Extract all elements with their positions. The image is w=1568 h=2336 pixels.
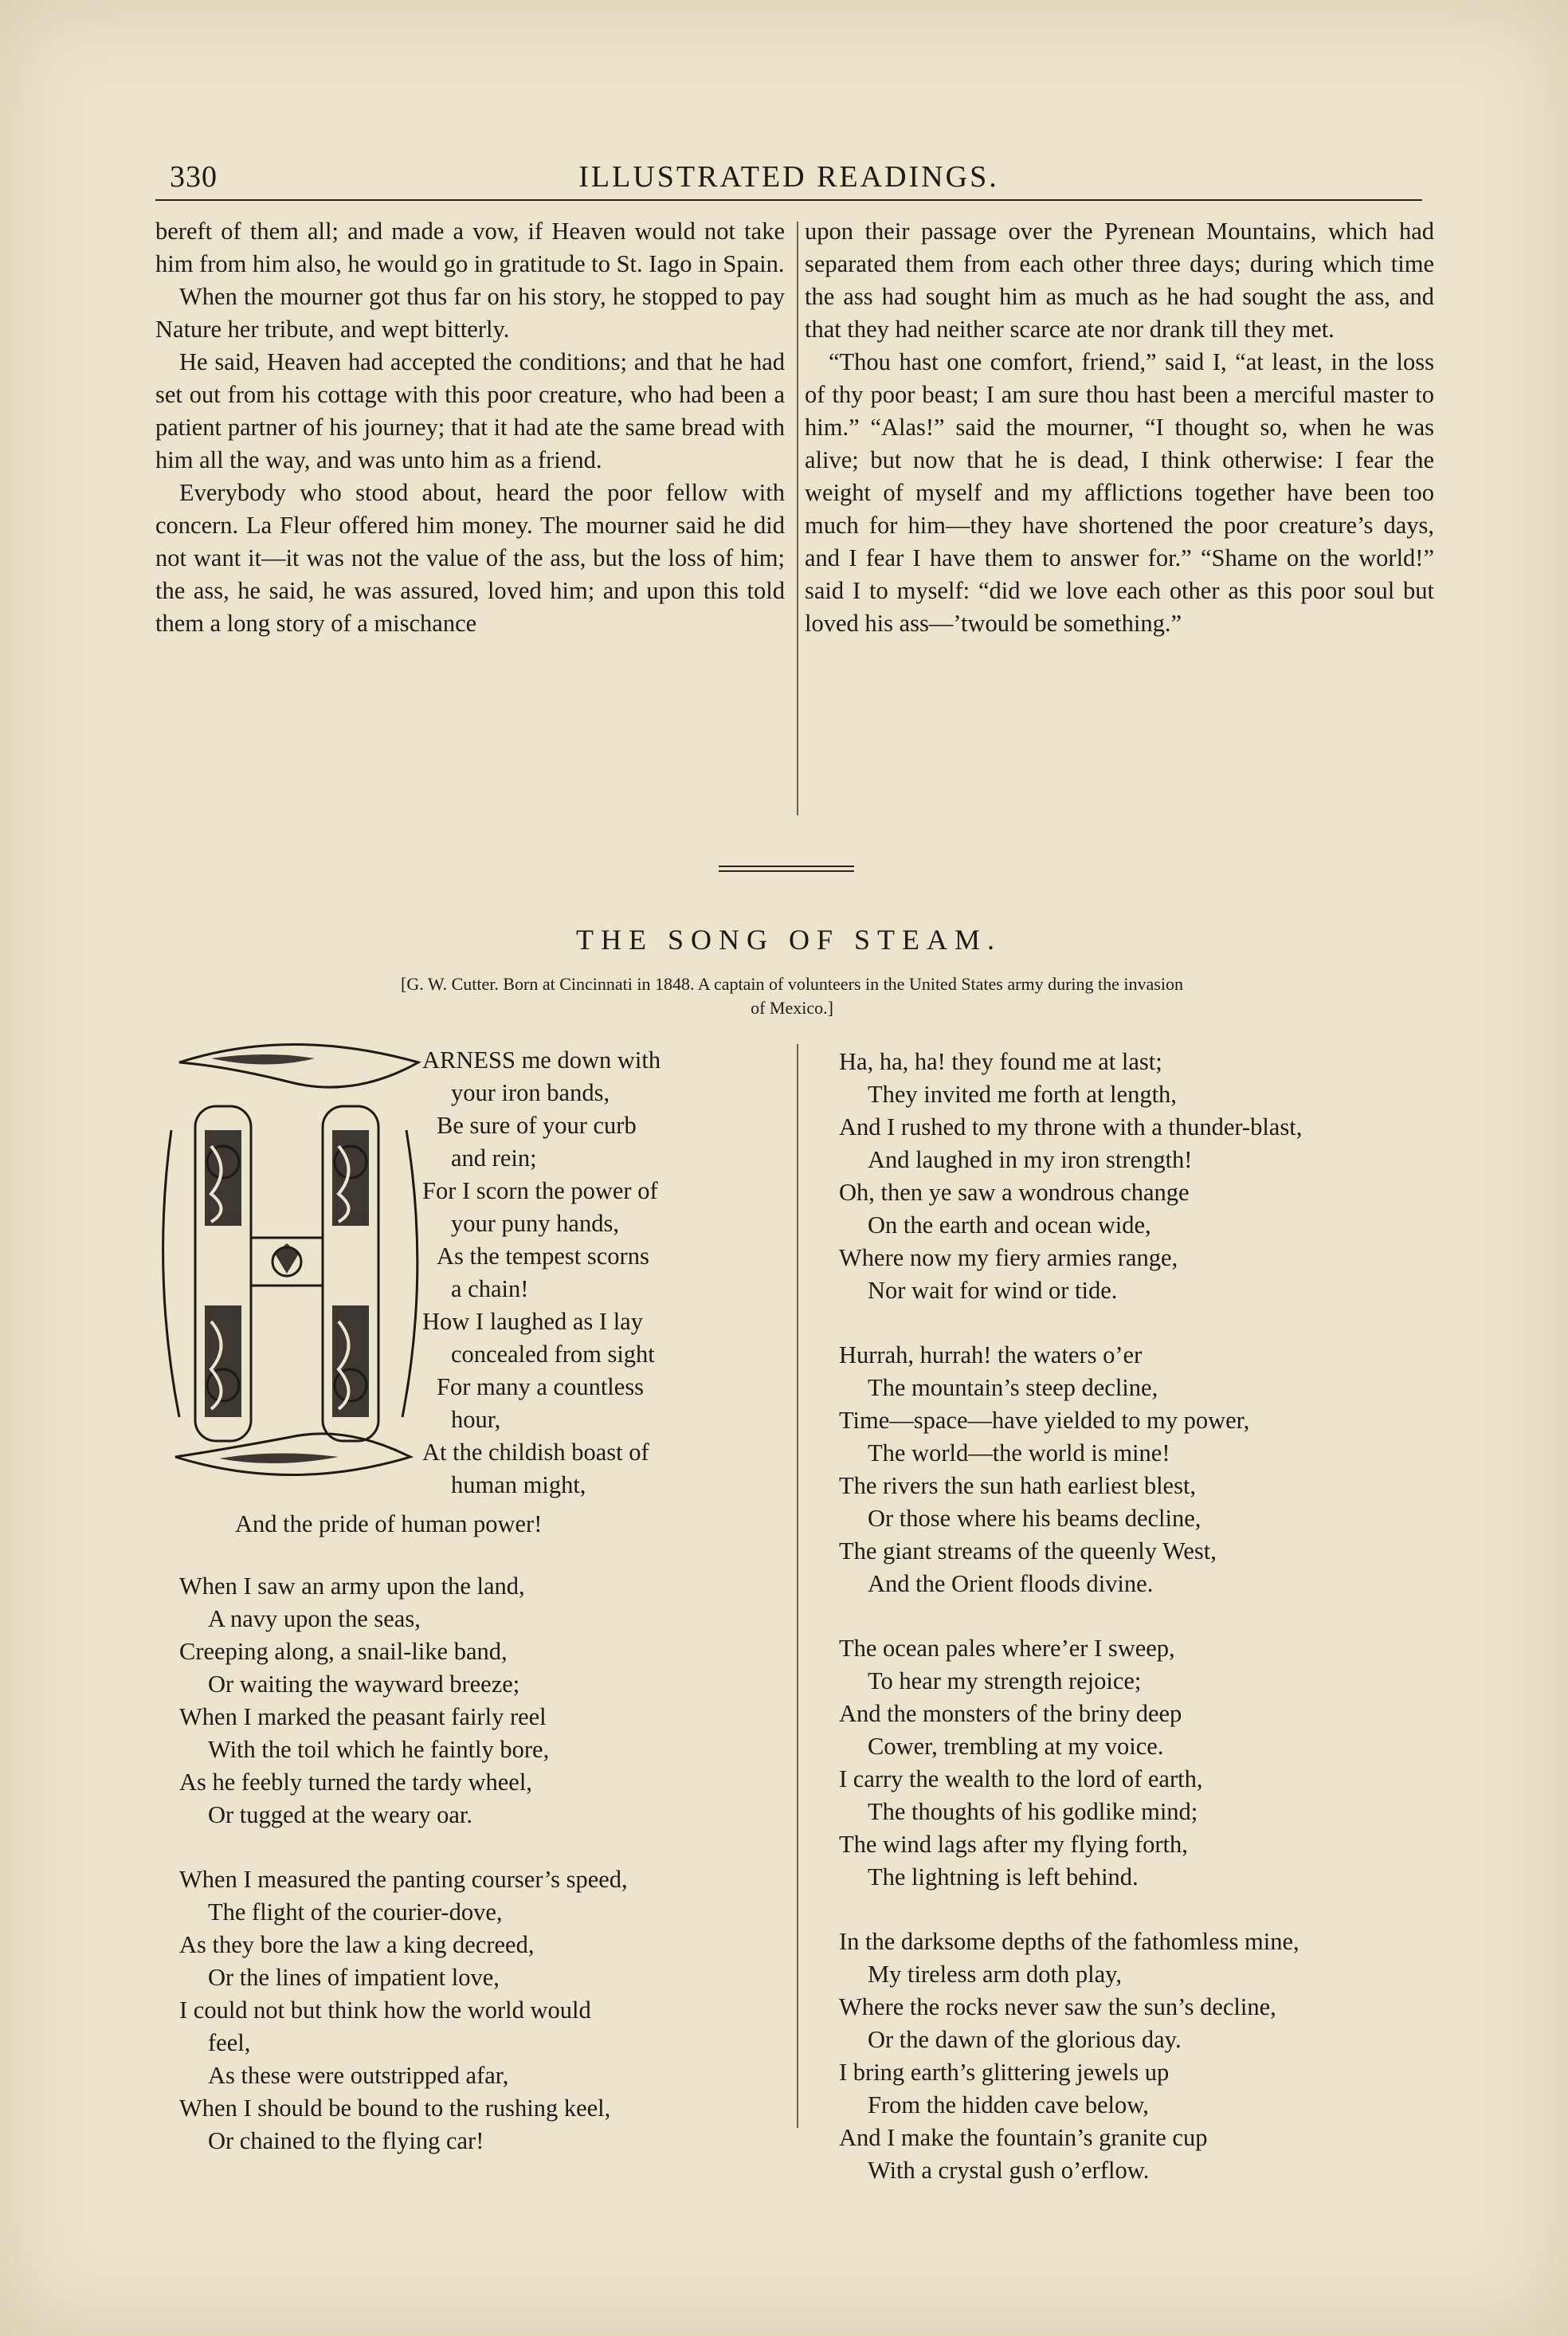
poem-stanza bbox=[839, 1632, 1302, 1894]
prose-paragraph: “Thou hast one comfort, friend,” said I, “at least, in the loss of thy poor beast; I am sure thou hast been a merciful master to him.” “Alas!” said the mourner, “I thought so, when he was alive; but now that he is dead, I think otherwise: I fear the weight of myself and my afflictions together have been too much for him—they have shortened the poor creature’s days, and I fear I have them to answer for.” “Shame on the world!” said I to myself: “did we love each other as this poor soul but loved his ass—’twould be something.” bbox=[805, 348, 1434, 637]
poem-line: your puny hands, bbox=[451, 1210, 619, 1237]
poem-line: And the pride of human power! bbox=[235, 1510, 543, 1537]
poem-column-right bbox=[839, 1046, 1302, 2187]
poem-line: Oh, then ye saw a wondrous change bbox=[839, 1179, 1190, 1206]
poem-stanza bbox=[839, 1339, 1302, 1600]
poem-line: Be sure of your curb bbox=[437, 1112, 637, 1139]
stanza-gap bbox=[839, 1600, 1302, 1632]
section-rule-lower bbox=[719, 870, 854, 872]
poem-line: Nor wait for wind or tide. bbox=[868, 1277, 1118, 1304]
poem-line: A navy upon the seas, bbox=[208, 1605, 421, 1632]
poem-stanza bbox=[179, 1570, 628, 1832]
poem-line: To hear my strength rejoice; bbox=[868, 1667, 1142, 1694]
column-divider-top bbox=[797, 222, 798, 815]
prose-paragraph: Everybody who stood about, heard the poor fellow with concern. La Fleur offered him money. The mourner said he did not want it—it was not the value of the ass, but the loss of him; the ass, he said, he was assured, loved him; and upon this told them a long story of a mischance bbox=[155, 479, 785, 637]
poem-line: Or those where his beams decline, bbox=[868, 1505, 1201, 1532]
poem-line: From the hidden cave below, bbox=[868, 2091, 1149, 2118]
poem-line: When I saw an army upon the land, bbox=[179, 1572, 525, 1600]
poem-line: The mountain’s steep decline, bbox=[868, 1374, 1158, 1401]
prose-column-right bbox=[805, 215, 1434, 640]
poem-line: Where the rocks never saw the sun’s decline, bbox=[839, 1993, 1276, 2020]
poem-line: and rein; bbox=[451, 1144, 537, 1172]
poem-opening-stanza bbox=[422, 1044, 785, 1502]
poem-line: hour, bbox=[451, 1406, 501, 1433]
poem-line: Or tugged at the weary oar. bbox=[208, 1801, 472, 1828]
poem-line: ARNESS me down with bbox=[422, 1046, 661, 1074]
poem-line: The giant streams of the queenly West, bbox=[839, 1537, 1217, 1565]
ornamental-initial-h bbox=[155, 1035, 426, 1481]
poem-line: For many a countless bbox=[437, 1373, 645, 1400]
poem-line: concealed from sight bbox=[451, 1341, 655, 1368]
running-head: ILLUSTRATED READINGS. bbox=[578, 160, 999, 194]
poem-line: As these were outstripped afar, bbox=[208, 2062, 509, 2089]
page-header bbox=[155, 159, 1422, 199]
poem-line: The world—the world is mine! bbox=[868, 1439, 1170, 1466]
poem-line: The rivers the sun hath earliest blest, bbox=[839, 1472, 1197, 1499]
stanza-gap bbox=[839, 1894, 1302, 1926]
poem-line: The flight of the courier-dove, bbox=[208, 1898, 503, 1926]
prose-paragraph: When the mourner got thus far on his story, he stopped to pay Nature her tribute, and wept bitterly. bbox=[155, 283, 785, 343]
poem-line: And the monsters of the briny deep bbox=[839, 1700, 1182, 1727]
poem-line: Time—space—have yielded to my power, bbox=[839, 1407, 1250, 1434]
header-rule bbox=[155, 199, 1422, 201]
stanza-gap bbox=[179, 1832, 628, 1863]
section-rule-upper bbox=[719, 866, 854, 867]
poem-line: As the tempest scorns bbox=[437, 1243, 649, 1270]
poem-line: I could not but think how the world would bbox=[179, 1996, 591, 2024]
stanza-gap bbox=[839, 1307, 1302, 1339]
poem-line: your iron bands, bbox=[451, 1079, 610, 1106]
column-divider-bottom bbox=[797, 1044, 798, 2128]
poem-line: Or waiting the wayward breeze; bbox=[208, 1671, 520, 1698]
poem-line: The ocean pales where’er I sweep, bbox=[839, 1635, 1175, 1662]
poem-line: At the childish boast of bbox=[422, 1439, 649, 1466]
poem-line: And I make the fountain’s granite cup bbox=[839, 2124, 1208, 2151]
prose-paragraph: He said, Heaven had accepted the conditions; and that he had set out from his cottage with this poor creature, who had been a patient partner of his journey; that it had ate the same bread with him all the way, and was unto him as a friend. bbox=[155, 348, 785, 473]
poem-opening-last-line bbox=[235, 1508, 542, 1541]
note-line-1: [G. W. Cutter. Born at Cincinnati in 1848. A captain of volunteers in the United States army during the invasion bbox=[401, 974, 1183, 994]
poem-line: Cower, trembling at my voice. bbox=[868, 1733, 1164, 1760]
prose-column-left bbox=[155, 215, 785, 640]
prose-paragraph: bereft of them all; and made a vow, if Heaven would not take him from him also, he would go in gratitude to St. Iago in Spain. bbox=[155, 218, 785, 277]
poem-line: The lightning is left behind. bbox=[868, 1863, 1139, 1890]
poem-line: When I marked the peasant fairly reel bbox=[179, 1703, 547, 1730]
poem-line: And I rushed to my throne with a thunder-blast, bbox=[839, 1113, 1303, 1141]
poem-line: How I laughed as I lay bbox=[422, 1308, 643, 1335]
poem-line: For I scorn the power of bbox=[422, 1177, 658, 1204]
poem-stanza bbox=[179, 1863, 628, 2157]
poem-line: When I measured the panting courser’s speed, bbox=[179, 1866, 628, 1893]
poem-line: The wind lags after my flying forth, bbox=[839, 1831, 1188, 1858]
poem-line: They invited me forth at length, bbox=[868, 1081, 1177, 1108]
poem-stanza bbox=[839, 1926, 1302, 2187]
poem-line: Or the dawn of the glorious day. bbox=[868, 2026, 1182, 2053]
page-number: 330 bbox=[170, 160, 218, 194]
poem-line: And the Orient floods divine. bbox=[868, 1570, 1154, 1597]
poem-line: Where now my fiery armies range, bbox=[839, 1244, 1178, 1271]
poem-line: human might, bbox=[451, 1471, 586, 1498]
poem-line: And laughed in my iron strength! bbox=[868, 1146, 1193, 1173]
poem-line: I bring earth’s glittering jewels up bbox=[839, 2059, 1170, 2086]
poem-line: Ha, ha, ha! they found me at last; bbox=[839, 1048, 1162, 1075]
poem-line: Creeping along, a snail-like band, bbox=[179, 1638, 508, 1665]
poem-title: THE SONG OF STEAM. bbox=[575, 924, 1002, 956]
prose-paragraph: upon their passage over the Pyrenean Mountains, which had separated them from each other three days; during which time the ass had sought him as much as he had sought the ass, and that they had neither scarce ate nor drank till they met. bbox=[805, 218, 1434, 343]
poem-author-note bbox=[182, 972, 1402, 1020]
poem-line: As he feebly turned the tardy wheel, bbox=[179, 1769, 532, 1796]
poem-line: I carry the wealth to the lord of earth, bbox=[839, 1765, 1203, 1792]
poem-line: With a crystal gush o’erflow. bbox=[868, 2157, 1150, 2184]
poem-line: Or the lines of impatient love, bbox=[208, 1964, 500, 1991]
note-line-2: of Mexico.] bbox=[751, 998, 833, 1018]
poem-line: My tireless arm doth play, bbox=[868, 1961, 1123, 1988]
poem-line: In the darksome depths of the fathomless mine, bbox=[839, 1928, 1299, 1955]
poem-line: On the earth and ocean wide, bbox=[868, 1211, 1151, 1239]
poem-line: When I should be bound to the rushing keel, bbox=[179, 2095, 611, 2122]
poem-line: With the toil which he faintly bore, bbox=[208, 1736, 550, 1763]
poem-line: a chain! bbox=[451, 1275, 529, 1302]
poem-line: The thoughts of his godlike mind; bbox=[868, 1798, 1198, 1825]
poem-stanza bbox=[839, 1046, 1302, 1307]
poem-line: feel, bbox=[208, 2029, 251, 2056]
poem-line: Hurrah, hurrah! the waters o’er bbox=[839, 1341, 1143, 1368]
poem-line: Or chained to the flying car! bbox=[208, 2127, 484, 2154]
poem-column-left bbox=[179, 1570, 628, 2157]
poem-line: As they bore the law a king decreed, bbox=[179, 1931, 535, 1958]
